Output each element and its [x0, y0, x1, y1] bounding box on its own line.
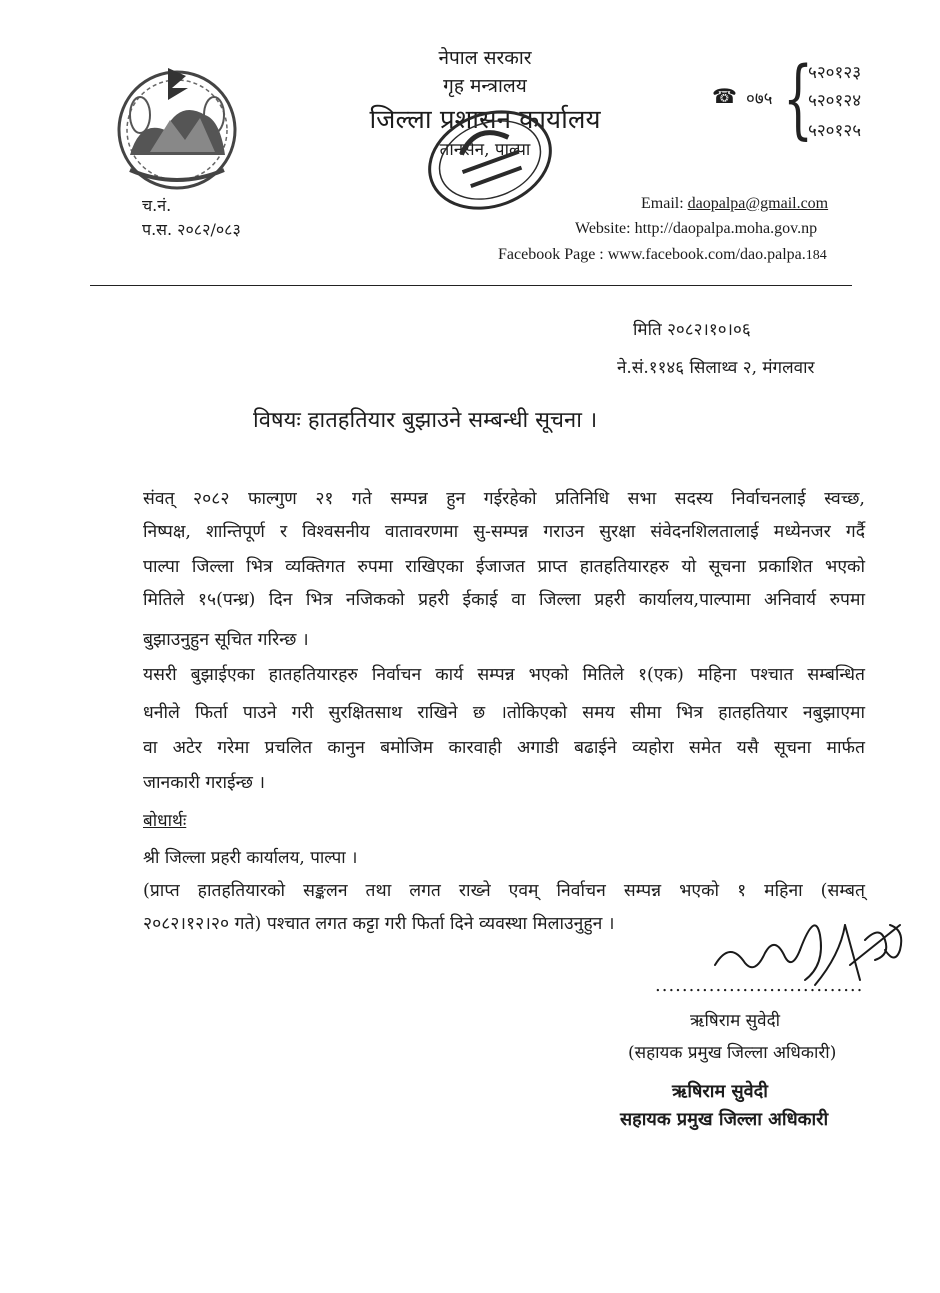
facebook-row [498, 246, 827, 264]
body-line: वा अटेर गरेमा प्रचलित कानुन बमोजिम कारवाही अगाडी बढाईने व्यहोरा समेत यसै सूचना मार्फत [143, 738, 865, 758]
website-row [575, 220, 817, 238]
header-divider [90, 285, 852, 286]
phone-number: ५२०१२३ [808, 63, 862, 83]
signer-title: (सहायक प्रमुख जिल्ला अधिकारी) [628, 1043, 837, 1063]
facebook-label: Facebook Page : [498, 246, 604, 263]
header-location: तानसेन, पाल्पा [439, 140, 531, 160]
date-nepal-sambat: ने.सं.११४६ सिलाथ्व २, मंगलवार [617, 358, 815, 378]
subject-line: विषयः हातहतियार बुझाउने सम्बन्धी सूचना । [253, 408, 598, 433]
phone-brace: { [783, 49, 814, 149]
body-line: निष्पक्ष, शान्तिपूर्ण र विश्वसनीय वातावरणमा सु-सम्पन्न गराउन सुरक्षा संवेदनशिलतालाई मध्येनजर गर्दै [143, 522, 865, 542]
header-government: नेपाल सरकार [438, 47, 532, 69]
cha-number: च.नं. [142, 196, 172, 215]
office-stamp-icon [415, 100, 565, 220]
phone-prefix: ०७५ [746, 89, 773, 109]
phone-number: ५२०१२५ [808, 121, 862, 141]
body-line: पाल्पा जिल्ला भित्र व्यक्तिगत रुपमा राखिएका ईजाजत प्राप्त हातहतियारहरु यो सूचना प्रकाशित भएको [143, 557, 865, 577]
patra-sankhya: प.स. २०८२/०८३ [142, 220, 241, 239]
body-line: यसरी बुझाईएका हातहतियारहरु निर्वाचन कार्य सम्पन्न भएको मितिले १(एक) महिना पश्चात सम्बन्धित [143, 665, 865, 685]
facebook-link[interactable]: www.facebook.com/dao.palpa. [607, 246, 806, 263]
body-line: जानकारी गराईन्छ । [143, 773, 266, 793]
signer-name: ऋषिराम सुवेदी [690, 1011, 781, 1031]
body-line: धनीले फिर्ता पाउने गरी सुरक्षितसाथ राखिने छ ।तोकिएको समय सीमा भित्र हातहतियार नबुझाएमा [143, 703, 865, 723]
body-line: मितिले १५(पन्ध्र) दिन भित्र नजिकको प्रहरी ईकाई वा जिल्ला प्रहरी कार्यालय,पाल्पामा अनिवार्य रुपमा [143, 590, 865, 610]
bodhartha-note: (प्राप्त हातहतियारको सङ्कलन तथा लगत राख्ने एवम् निर्वाचन सम्पन्न भएको १ महिना (सम्बत् [143, 881, 865, 901]
nepal-emblem-icon [110, 60, 245, 195]
bodhartha-note: २०८२।१२।२० गते) पश्चात लगत कट्टा गरी फिर्ता दिने व्यवस्था मिलाउनुहुन । [143, 914, 615, 934]
bodhartha-label: बोधार्थः [143, 811, 187, 831]
date-bs: मिति २०८२।१०।०६ [633, 320, 751, 340]
facebook-suffix: 184 [805, 248, 827, 263]
header-office: जिल्ला प्रशासन कार्यालय [369, 105, 601, 135]
email-label: Email: [641, 195, 684, 212]
phone-number: ५२०१२४ [808, 91, 862, 111]
website-label: Website: [575, 220, 631, 237]
body-line: बुझाउनुहुन सूचित गरिन्छ । [143, 630, 309, 650]
website-link[interactable]: http://daopalpa.moha.gov.np [634, 220, 818, 237]
header-ministry: गृह मन्त्रालय [443, 75, 527, 97]
telephone-icon: ☎ [712, 84, 737, 108]
signer-stamp-name: ऋषिराम सुवेदी [672, 1081, 768, 1102]
bodhartha-recipient: श्री जिल्ला प्रहरी कार्यालय, पाल्पा । [143, 848, 358, 868]
signature-dots: ............................... [655, 975, 864, 996]
signer-stamp-title: सहायक प्रमुख जिल्ला अधिकारी [620, 1109, 829, 1130]
email-link[interactable]: daopalpa@gmail.com [687, 195, 829, 212]
body-line: संवत् २०८२ फाल्गुण २१ गते सम्पन्न हुन गईरहेको प्रतिनिधि सभा सदस्य निर्वाचनलाई स्वच्छ, [143, 489, 865, 509]
email-row [641, 195, 828, 213]
